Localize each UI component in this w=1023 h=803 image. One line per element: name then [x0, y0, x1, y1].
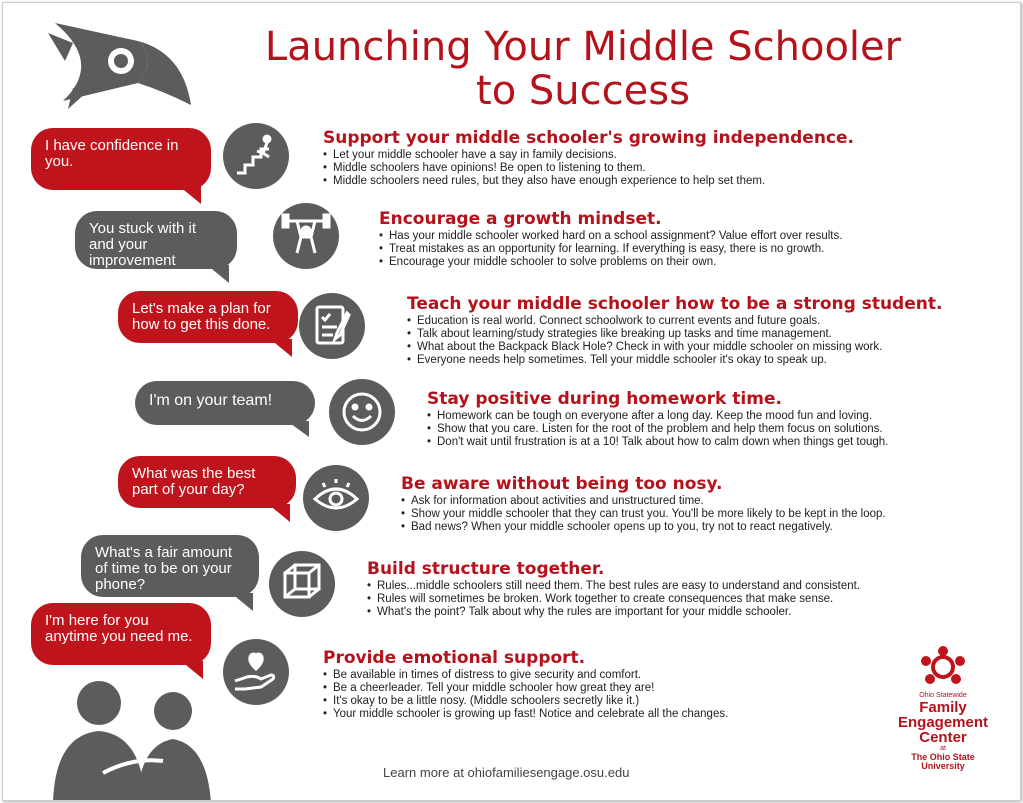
bullet-item: • What's the point? Talk about why the rules are important for your middle schooler. — [367, 606, 987, 619]
section-heading: Support your middle schooler's growing independence. — [323, 128, 855, 148]
checklist-pencil-icon — [299, 293, 365, 359]
bubble-text: I'm on your team! — [149, 392, 273, 409]
weightlifter-icon — [273, 203, 339, 269]
bullet-item: • Education is real world. Connect schoolwork to current events and future goals. — [407, 315, 1007, 328]
section-aware — [401, 473, 1011, 534]
bullet-item: • Middle schoolers need rules, but they also have enough experience to help set them. — [323, 175, 923, 188]
bubble-text: I'm here for you anytime you need me. — [45, 612, 193, 645]
infographic-page — [2, 2, 1021, 801]
bubble-text: What's a fair amount of time to be on your phone? — [95, 544, 233, 593]
section-heading: Encourage a growth mindset. — [379, 209, 662, 229]
bubble-text: Let's make a plan for how to get this done. — [132, 300, 271, 333]
section-independence — [323, 127, 923, 188]
bullet-item: • Show that you care. Listen for the root of the problem and help them focus on solutions. — [427, 423, 1017, 436]
section-emotional-support — [323, 647, 863, 721]
bubble-text: What was the best part of your day? — [132, 465, 256, 498]
logo-line-3: Center — [919, 729, 967, 746]
title-line-1: Launching Your Middle Schooler — [264, 24, 902, 70]
speech-bubble — [75, 211, 237, 285]
fec-logo — [883, 643, 1003, 771]
bullet-item: • Let your middle schooler have a say in family decisions. — [323, 149, 923, 162]
bullet-item: • Be available in times of distress to give security and comfort. — [323, 669, 863, 682]
bullet-item: • Everyone needs help sometimes. Tell your middle schooler it's okay to speak up. — [407, 354, 1007, 367]
page-title — [203, 25, 963, 113]
bubble-text: You stuck with it and your improvement shows. — [89, 220, 196, 285]
bullet-item: • Your middle schooler is growing up fast! Notice and celebrate all the changes. — [323, 708, 863, 721]
speech-bubble — [118, 291, 298, 343]
bullet-item: • Middle schoolers have opinions! Be open to listening to them. — [323, 162, 923, 175]
bullet-item: • Has your middle schooler worked hard on a school assignment? Value effort over results. — [379, 230, 979, 243]
speech-bubble — [31, 128, 211, 190]
heart-hand-icon — [223, 639, 289, 705]
section-strong-student — [407, 293, 1007, 367]
bullet-item: • Homework can be tough on everyone after a long day. Keep the mood fun and loving. — [427, 410, 1017, 423]
speech-bubble — [81, 535, 259, 597]
section-heading: Be aware without being too nosy. — [401, 474, 723, 494]
section-structure — [367, 558, 987, 619]
cube-structure-icon — [269, 551, 335, 617]
section-heading: Teach your middle schooler how to be a strong student. — [407, 294, 943, 314]
section-heading: Stay positive during homework time. — [427, 389, 782, 409]
bullet-item: • Rules...middle schoolers still need them. The best rules are easy to understand and consistent. — [367, 580, 987, 593]
bullet-item: • What about the Backpack Black Hole? Check in with your middle schooler on missing work. — [407, 341, 1007, 354]
title-line-2: to Success — [476, 68, 690, 114]
bullet-item: • Ask for information about activities and unstructured time. — [401, 495, 1011, 508]
eye-icon — [303, 465, 369, 531]
fec-logo-mark-icon — [916, 643, 970, 687]
speech-bubble — [118, 456, 296, 508]
logo-osu-1: The Ohio State — [911, 752, 975, 762]
bubble-text: I have confidence in you. — [45, 137, 179, 170]
section-growth-mindset — [379, 208, 979, 269]
bullet-item: • Don't wait until frustration is at a 10! Talk about how to calm down when things get tough. — [427, 436, 1017, 449]
footer-link[interactable]: Learn more at ohiofamiliesengage.osu.edu — [383, 765, 630, 780]
bullet-item: • Be a cheerleader. Tell your middle schooler how great they are! — [323, 682, 863, 695]
stairs-climbing-icon — [223, 123, 289, 189]
logo-at: at — [940, 745, 946, 752]
parent-child-illustration — [33, 673, 223, 801]
logo-small-text: Ohio Statewide — [919, 692, 967, 699]
bullet-item: • Bad news? When your middle schooler opens up to you, try not to react negatively. — [401, 521, 1011, 534]
section-heading: Build structure together. — [367, 559, 605, 579]
logo-line-1: Family — [919, 699, 967, 716]
bullet-item: • Encourage your middle schooler to solve problems on their own. — [379, 256, 979, 269]
bullet-item: • Treat mistakes as an opportunity for learning. If everything is easy, there is no growth. — [379, 243, 979, 256]
section-heading: Provide emotional support. — [323, 648, 586, 668]
bullet-item: • It's okay to be a little nosy. (Middle schoolers secretly like it.) — [323, 695, 863, 708]
bullet-item: • Show your middle schooler that they can trust you. You'll be more likely to be kept in the loop. — [401, 508, 1011, 521]
rocket-icon — [43, 13, 193, 113]
section-homework — [427, 388, 1017, 449]
smiley-icon — [329, 379, 395, 445]
bullet-item: • Talk about learning/study strategies like breaking up tasks and time management. — [407, 328, 1007, 341]
logo-line-2: Engagement — [897, 714, 988, 731]
bullet-item: • Rules will sometimes be broken. Work together to create consequences that make sense. — [367, 593, 987, 606]
speech-bubble — [135, 381, 315, 425]
speech-bubble — [31, 603, 211, 665]
logo-osu-2: University — [921, 761, 965, 771]
